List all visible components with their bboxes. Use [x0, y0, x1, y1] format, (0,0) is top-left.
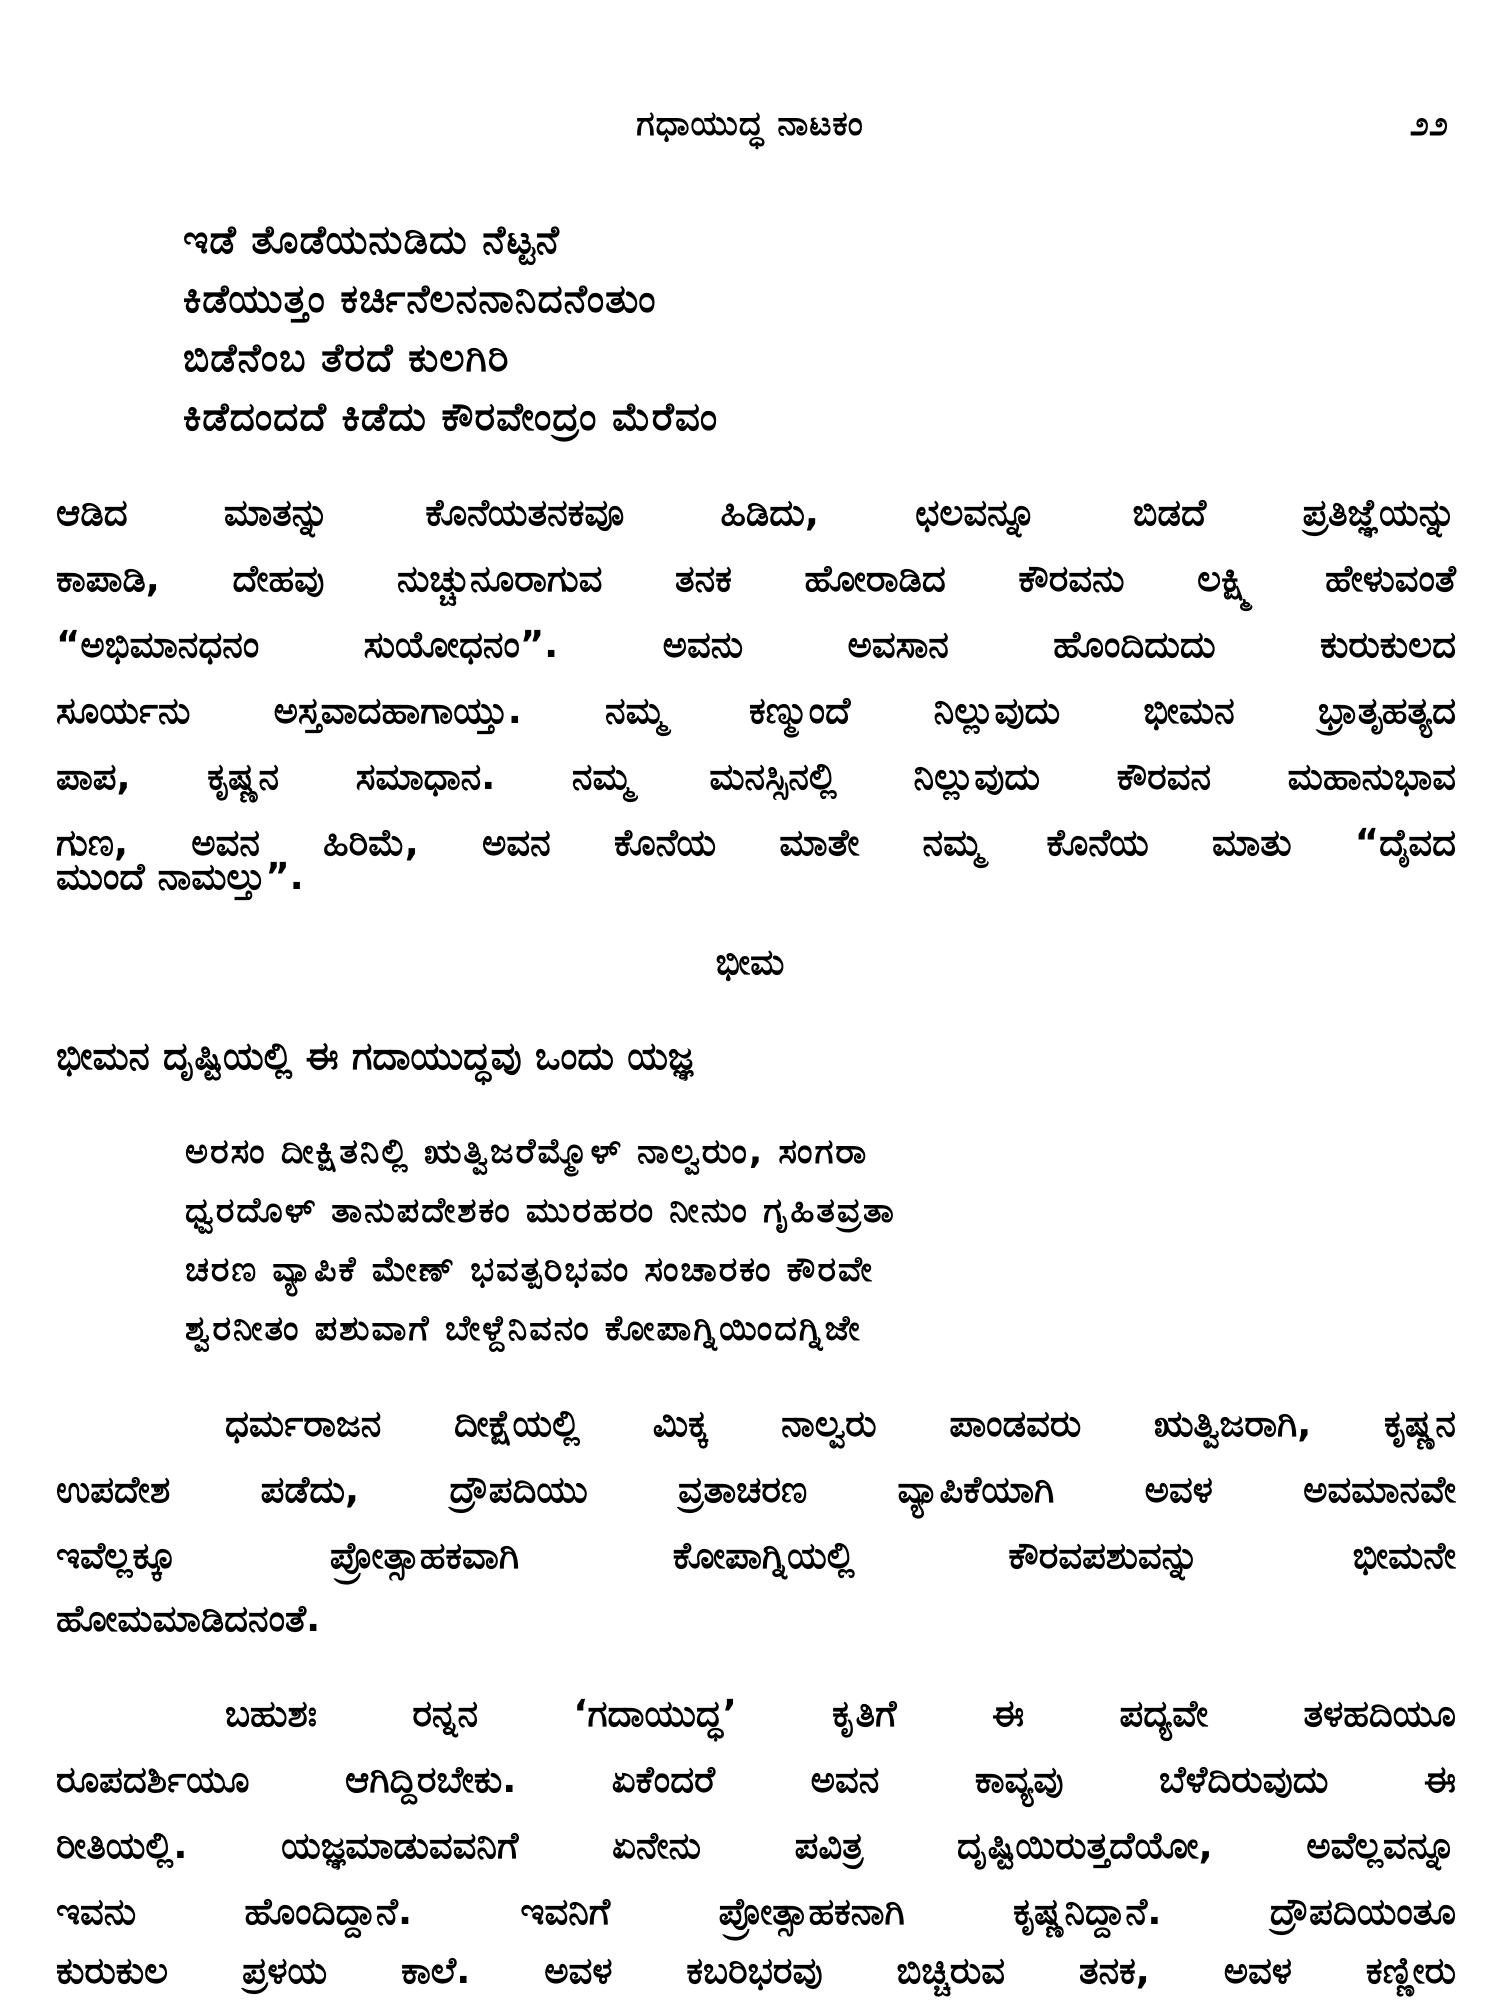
verse-line: ಕಿಡೆಯುತ್ತಂ ಕರ್ಚಿನೆಲನನಾನಿದನೆಂತುಂ: [183, 277, 657, 322]
paragraph-line: ಆಡಿದ ಮಾತನ್ನು ಕೊನೆಯತನಕವೂ ಹಿಡಿದು, ಛಲವನ್ನೂ ಬಿಡದೆ ಪ್ರತಿಜ್ಞೆಯನ್ನು: [56, 491, 1456, 534]
verse-line: ಶ್ವರನೀತಂ ಪಶುವಾಗೆ ಬೇಳ್ದೆನಿವನಂ ಕೋಪಾಗ್ನಿಯಿಂದಗ್ನಿಜೇ: [185, 1309, 862, 1349]
paragraph-line: ಕಾಪಾಡಿ, ದೇಹವು ನುಚ್ಚುನೂರಾಗುವ ತನಕ ಹೋರಾಡಿದ ಕೌರವನು ಲಕ್ಷ್ಮಿ ಹೇಳುವಂತೆ: [56, 557, 1456, 600]
verse-line: ಇಡೆ ತೊಡೆಯನುಡಿದು ನೆಟ್ಟನೆ: [183, 218, 560, 263]
paragraph-line: ಗುಣ, ಅವನ ಹಿರಿಮೆ, ಅವನ ಕೊನೆಯ ಮಾತೇ ನಮ್ಮ ಕೊನೆಯ ಮಾತು “ದೈವದ: [56, 821, 1456, 864]
page-number: ೨೨: [1409, 104, 1448, 144]
page-header-title: ಗಧಾಯುದ್ಧ ನಾಟಕಂ: [636, 104, 864, 144]
verse-line: ಕಿಡೆದಂದದೆ ಕಿಡೆದು ಕೌರವೇಂದ್ರಂ ಮೆರೆವಂ: [183, 395, 719, 440]
paragraph-line: ಉಪದೇಶ ಪಡೆದು, ದ್ರೌಪದಿಯು ವ್ರತಾಚರಣ ವ್ಯಾಪಿಕೆಯಾಗಿ ಅವಳ ಅವಮಾನವೇ: [56, 1468, 1456, 1511]
intro-line: ಭೀಮನ ದೃಷ್ಟಿಯಲ್ಲಿ ಈ ಗದಾಯುದ್ಧವು ಒಂದು ಯಜ್ಞ: [56, 1034, 694, 1078]
paragraph-line: ಇವೆಲ್ಲಕ್ಕೂ ಪ್ರೋತ್ಸಾಹಕವಾಗಿ ಕೋಪಾಗ್ನಿಯಲ್ಲಿ ಕೌರವಪಶುವನ್ನು ಭೀಮನೇ: [56, 1534, 1456, 1577]
paragraph-line: ಧರ್ಮರಾಜನ ದೀಕ್ಷೆಯಲ್ಲಿ ಮಿಕ್ಕ ನಾಲ್ವರು ಪಾಂಡವರು ಋತ್ವಿಜರಾಗಿ, ಕೃಷ್ಣನ: [225, 1402, 1456, 1445]
paragraph-line: ಹೋಮಮಾಡಿದನಂತೆ.: [56, 1597, 321, 1640]
paragraph-line: ಬಹುಶಃ ರನ್ನನ ‘ಗದಾಯುದ್ಧ’ ಕೃತಿಗೆ ಈ ಪದ್ಯವೇ ತಳಹದಿಯೂ: [225, 1692, 1456, 1735]
verse-line: ಅರಸಂ ದೀಕ್ಷಿತನಿಲ್ಲಿ ಋತ್ವಿಜರೆಮ್ಮೊಳ್ ನಾಲ್ವರುಂ, ಸಂಗರಾ: [185, 1132, 869, 1172]
paragraph-line: ರೀತಿಯಲ್ಲಿ. ಯಜ್ಞಮಾಡುವವನಿಗೆ ಏನೇನು ಪವಿತ್ರ ದೃಷ್ಟಿಯಿರುತ್ತದೆಯೋ, ಅವೆಲ್ಲವನ್ನೂ: [56, 1824, 1456, 1867]
paragraph-line: ಕುರುಕುಲ ಪ್ರಳಯ ಕಾಲೆ. ಅವಳ ಕಬರಿಭರವು ಬಿಚ್ಚಿರುವ ತನಕ, ಅವಳ ಕಣ್ಣೀರು: [56, 1949, 1456, 1992]
paragraph-line: ಮುಂದೆ ನಾಮಲ್ತು”.: [56, 855, 304, 898]
verse-line: ಬಿಡೆನೆಂಬ ತೆರದೆ ಕುಲಗಿರಿ: [183, 336, 510, 381]
paragraph-line: ಪಾಪ, ಕೃಷ್ಣನ ಸಮಾಧಾನ. ನಮ್ಮ ಮನಸ್ಸಿನಲ್ಲಿ ನಿಲ್ಲುವುದು ಕೌರವನ ಮಹಾನುಭಾವ: [56, 755, 1456, 798]
verse-line: ಚರಣ ವ್ಯಾಪಿಕೆ ಮೇಣ್ ಭವತ್ಪರಿಭವಂ ಸಂಚಾರಕಂ ಕೌರವೇ: [185, 1250, 874, 1290]
paragraph-line: “ಅಭಿಮಾನಧನಂ ಸುಯೋಧನಂ”. ಅವನು ಅವಸಾನ ಹೊಂದಿದುದು ಕುರುಕುಲದ: [56, 623, 1456, 666]
verse-line: ಧ್ವರದೊಳ್ ತಾನುಪದೇಶಕಂ ಮುರಹರಂ ನೀನುಂ ಗೃಹಿತವ್ರತಾ: [185, 1191, 896, 1231]
paragraph-line: ಸೂರ್ಯನು ಅಸ್ತವಾದಹಾಗಾಯ್ತು. ನಮ್ಮ ಕಣ್ಮುಂದೆ ನಿಲ್ಲುವುದು ಭೀಮನ ಭ್ರಾತೃಹತ್ಯದ: [56, 689, 1456, 732]
paragraph-line: ಇವನು ಹೊಂದಿದ್ದಾನೆ. ಇವನಿಗೆ ಪ್ರೋತ್ಸಾಹಕನಾಗಿ ಕೃಷ್ಣನಿದ್ದಾನೆ. ದ್ರೌಪದಿಯಂತೂ: [56, 1890, 1456, 1933]
section-heading: ಭೀಮ: [715, 942, 785, 983]
paragraph-line: ರೂಪದರ್ಶಿಯೂ ಆಗಿದ್ದಿರಬೇಕು. ಏಕೆಂದರೆ ಅವನ ಕಾವ್ಯವು ಬೆಳೆದಿರುವುದು ಈ: [56, 1758, 1456, 1801]
